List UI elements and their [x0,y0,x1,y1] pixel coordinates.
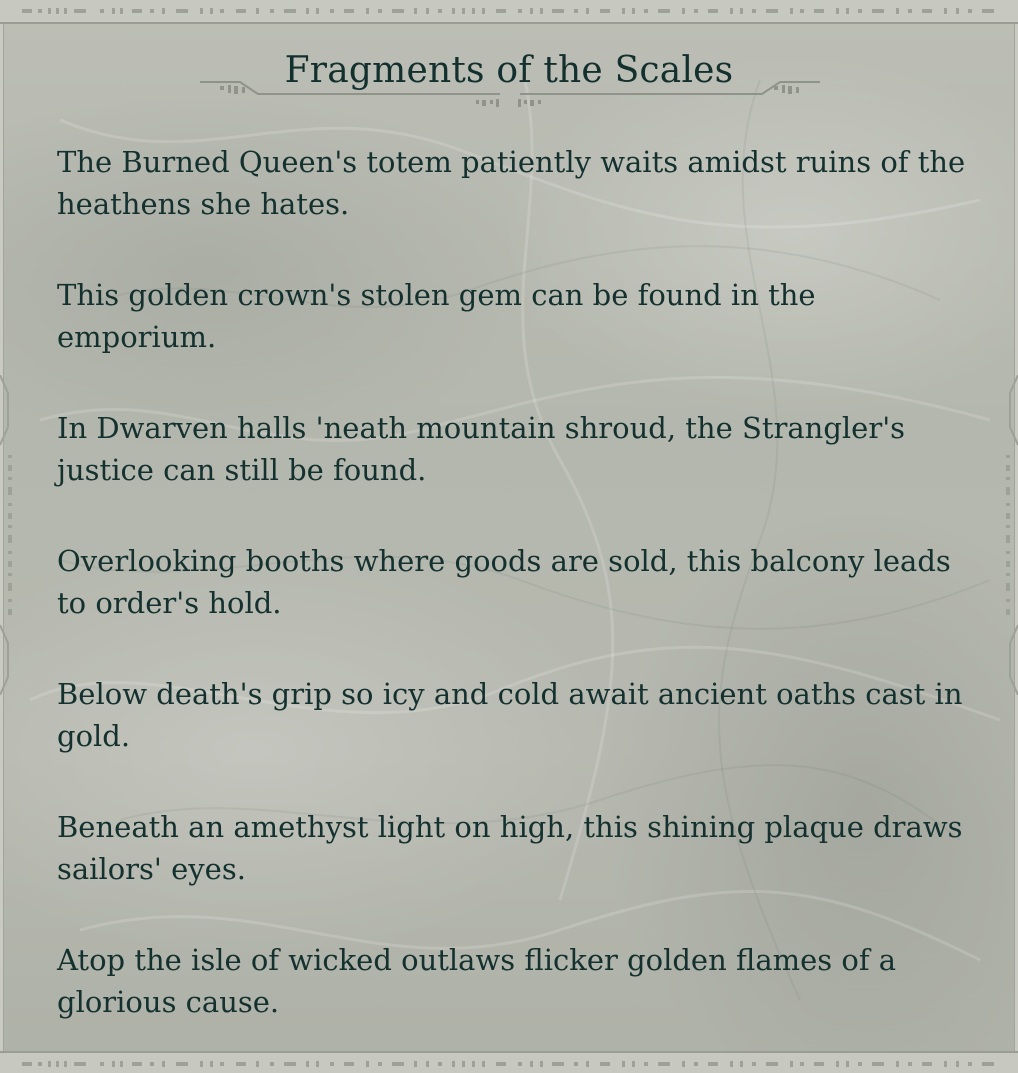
right-side-ornament [996,375,1018,695]
riddle-entry: The Burned Queen's totem patiently waits amidst ruins of the heathens she hates. [57,145,966,221]
riddle-entry: Atop the isle of wicked outlaws flicker golden flames of a glorious cause. [57,943,897,1019]
riddle-entry: Beneath an amethyst light on high, this shining plaque draws sailors' eyes. [57,810,963,886]
riddle-entry: Overlooking booths where goods are sold, this balcony leads to order's hold. [57,544,951,620]
riddle-entry: This golden crown's stolen gem can be found in the emporium. [57,278,816,354]
top-border-pattern [0,0,1018,22]
page-title: Fragments of the Scales [284,50,734,91]
top-border [0,0,1018,24]
left-side-ornament [0,375,22,695]
riddle-list [57,141,967,1072]
riddle-entry: In Dwarven halls 'neath mountain shroud, the Strangler's justice can still be found. [57,411,906,487]
riddle-entry: Below death's grip so icy and cold await ancient oaths cast in gold. [57,677,963,753]
title-header [0,40,1018,110]
